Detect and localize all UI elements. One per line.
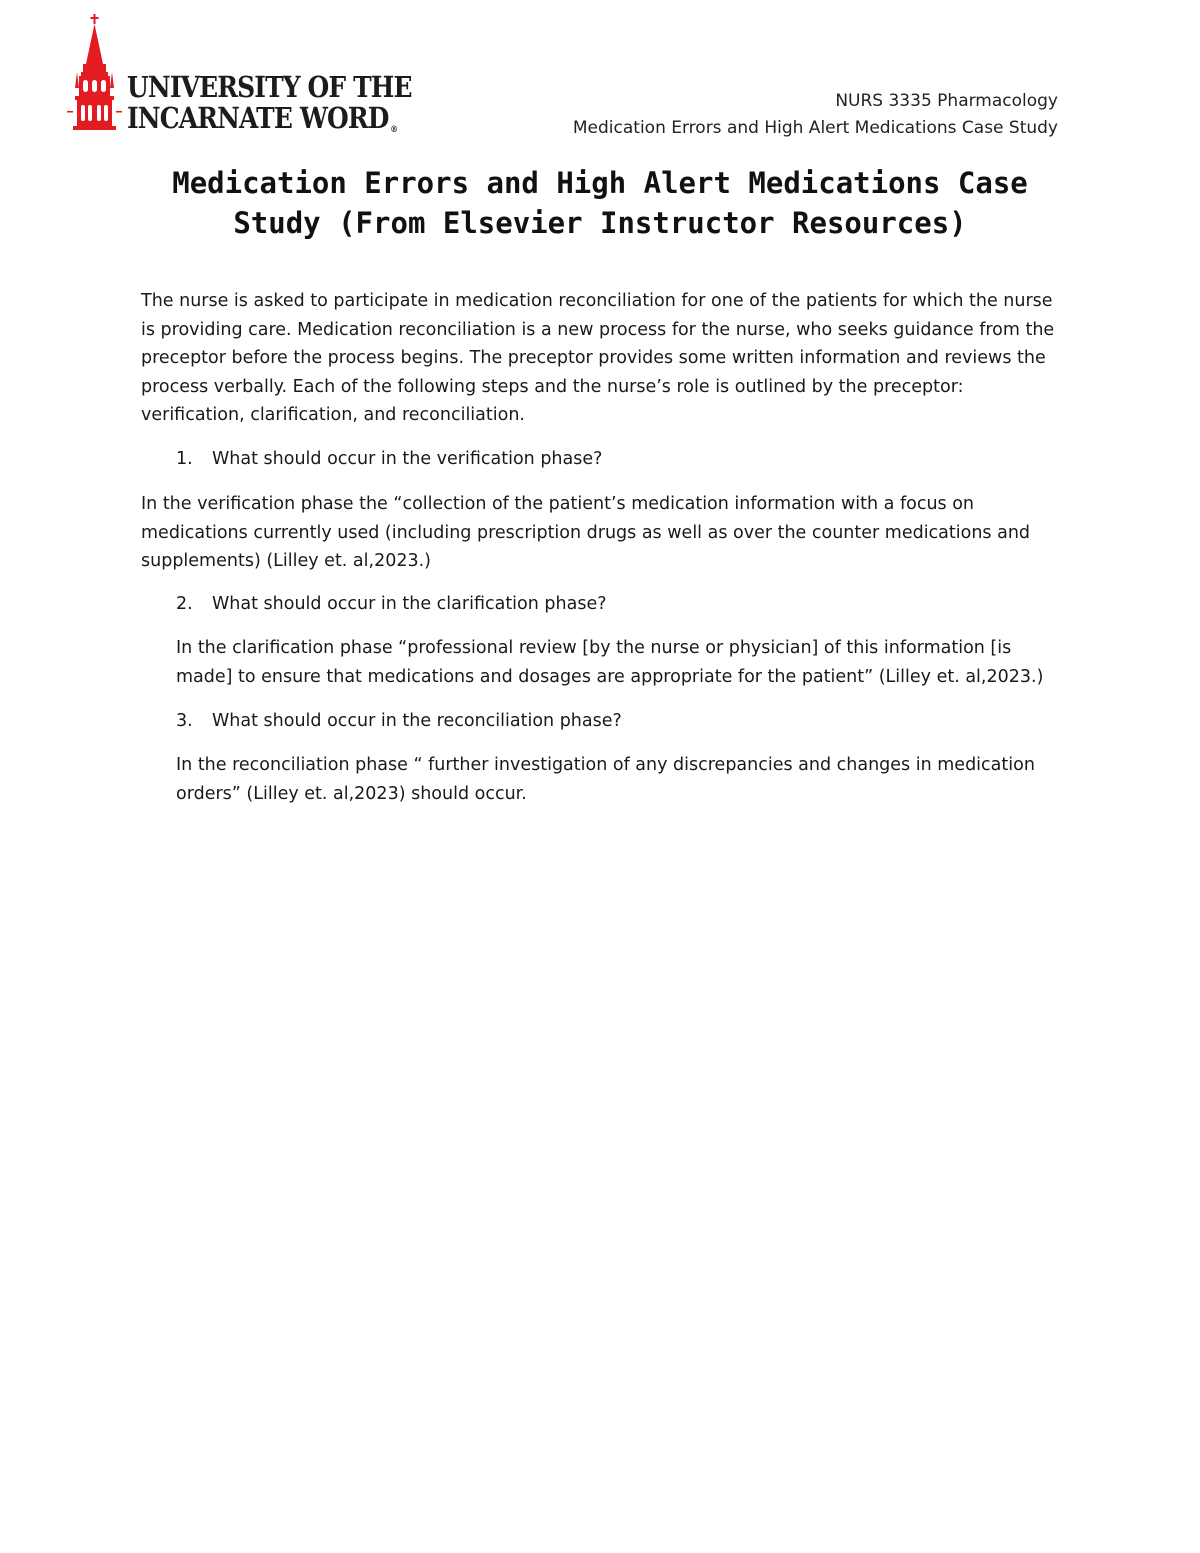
question-2 — [176, 590, 1096, 619]
question-2-number: 2. — [176, 594, 193, 614]
logo-line-1: UNIVERSITY OF THE — [127, 70, 412, 104]
page-title-line-1: Medication Errors and High Alert Medications Case — [172, 166, 1028, 200]
question-3-number: 3. — [176, 711, 193, 731]
logo-line-2: INCARNATE WORD — [127, 101, 389, 135]
intro-paragraph: The nurse is asked to participate in medication reconciliation for one of the patients for which the nurse is providing care. Medication reconciliation is a new process for the nurse, who seeks guidance from the preceptor before the process begins. The preceptor provides some written information and reviews the process verbally. Each of the following steps and the nurse’s role is outlined by the preceptor: verification, clarification, and reconciliation. — [141, 291, 1055, 425]
document-header — [573, 88, 1058, 142]
assignment-name: Medication Errors and High Alert Medications Case Study — [572, 118, 1058, 138]
answer-2: In the clarification phase “professional review [by the nurse or physician] of this information [is made] to ensure that medications and dosages are appropriate for the patient” (Lilley et. al,2023.) — [176, 638, 1044, 687]
question-1 — [176, 445, 1096, 474]
logo-wordmark — [127, 72, 412, 146]
course-name: NURS 3335 Pharmacology — [835, 91, 1058, 111]
answer-1: In the verification phase the “collection of the patient’s medication information with a focus on medications currently used (including prescription drugs as well as over the counter medications and supplements) (Lilley et. al,2023.) — [141, 494, 1031, 571]
answer-3: In the reconciliation phase “ further investigation of any discrepancies and changes in medication orders” (Lilley et. al,2023) should occur. — [176, 755, 1035, 804]
question-3-text: What should occur in the reconciliation phase? — [212, 711, 622, 731]
page-title-line-2: Study (From Elsevier Instructor Resources) — [233, 206, 967, 240]
question-3 — [176, 707, 1096, 736]
registered-mark: ® — [390, 125, 398, 135]
question-1-text: What should occur in the verification phase? — [212, 449, 603, 469]
page-title — [100, 163, 1100, 243]
question-1-number: 1. — [176, 449, 193, 469]
bell-tower-icon — [66, 12, 124, 130]
question-2-text: What should occur in the clarification phase? — [212, 594, 607, 614]
university-logo — [66, 12, 412, 137]
